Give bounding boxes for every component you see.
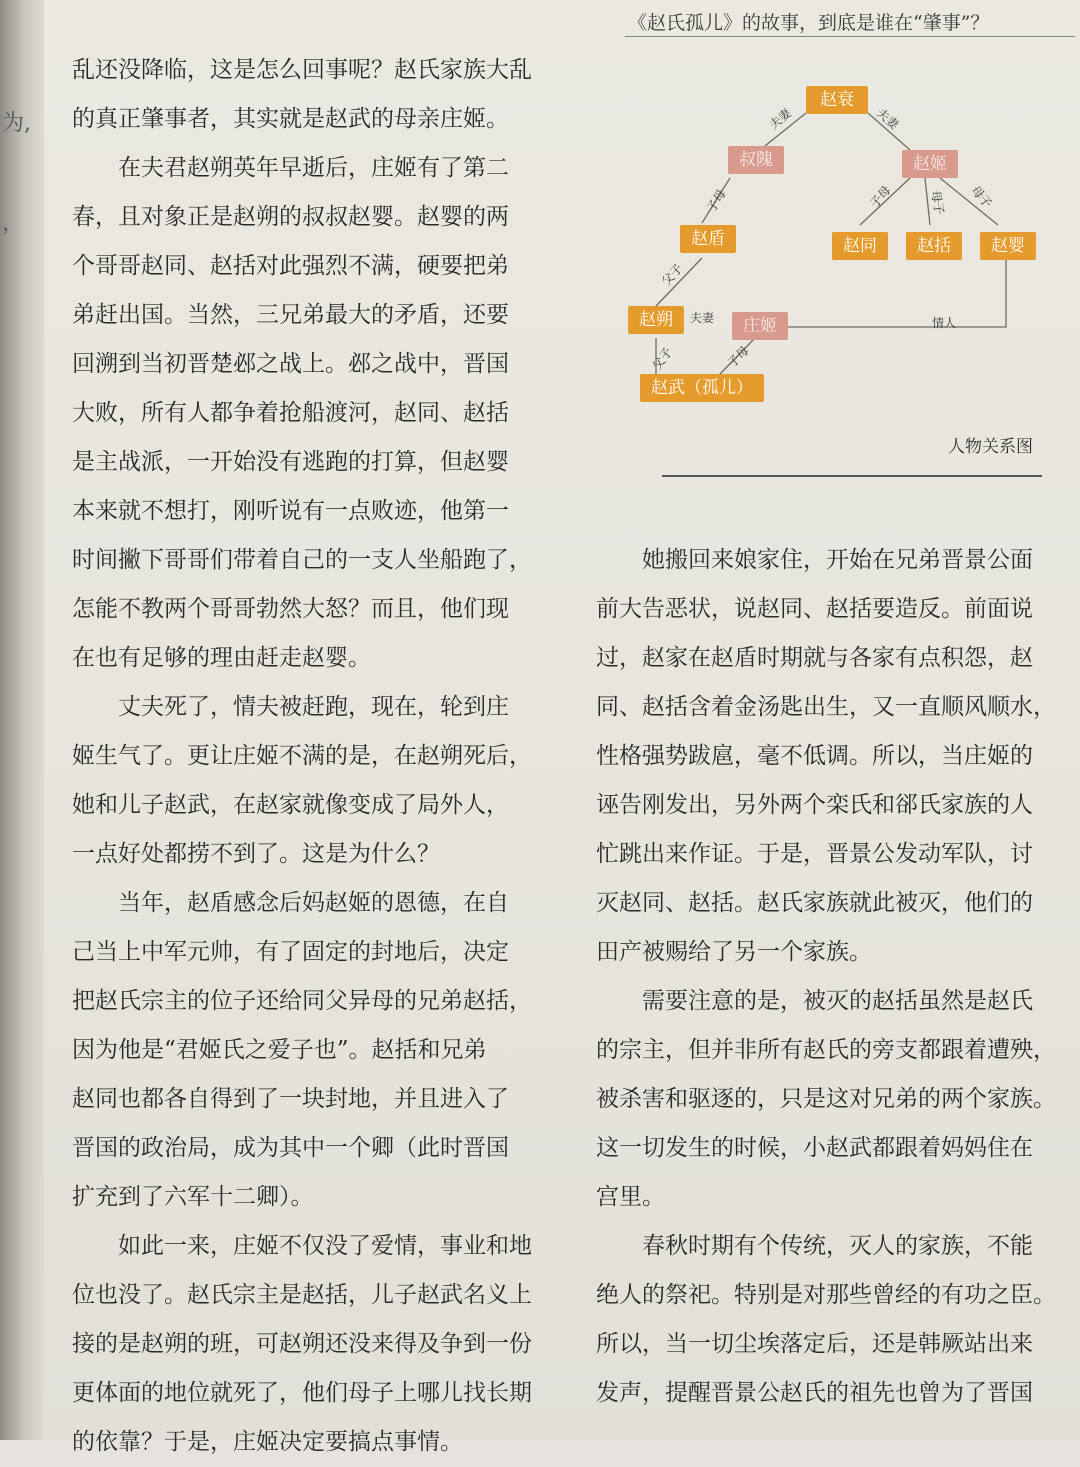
node-zhao-kuo: 赵括 [906,232,962,260]
text-line: 接的是赵朔的班，可赵朔还没来得及争到一份 [72,1331,532,1357]
text-line: 过，赵家在赵盾时期就与各家有点积怨，赵 [596,645,1033,671]
node-zhao-tong: 赵同 [832,232,888,260]
text-line: 田产被赐给了另一个家族。 [596,939,872,965]
text-line: 位也没了。赵氏宗主是赵括，儿子赵武名义上 [72,1282,532,1308]
text-line: 本来就不想打，刚听说有一点败迹，他第一 [72,498,509,524]
edge-label-dun-shuo: 父子 [659,261,686,289]
paragraph [72,683,582,879]
edge-label-ji-kuo: 母子 [928,189,947,216]
text-line: 把赵氏宗主的位子还给同父异母的兄弟赵括， [72,988,532,1014]
running-header: 《赵氏孤儿》的故事，到底是谁在“肇事”？ [628,12,990,34]
text-line: 的真正肇事者，其实就是赵武的母亲庄姬。 [72,106,509,132]
node-zhao-ji: 赵姬 [902,150,958,178]
node-shu-wei: 叔隗 [728,146,784,174]
text-line: 诬告刚发出，另外两个栾氏和郤氏家族的人 [596,792,1033,818]
text-line: 宫里。 [596,1184,665,1210]
text-line: 大败，所有人都争着抢船渡河，赵同、赵括 [72,400,509,426]
edge-label-zhuang-wu: 子母 [724,343,752,371]
text-line: 发声，提醒晋景公赵氏的祖先也曾为了晋国 [596,1380,1033,1406]
text-line: 她搬回来娘家住，开始在兄弟晋景公面 [642,547,1033,573]
edge-label-shuo-zhuang: 夫妻 [690,311,715,325]
text-line: 怎能不教两个哥哥勃然大怒？而且，他们现 [72,596,509,622]
text-line: 晋国的政治局，成为其中一个卿（此时晋国 [72,1135,509,1161]
text-line: 在也有足够的理由赶走赵婴。 [72,645,371,671]
edge-label-ji-ying: 母子 [968,183,995,211]
text-line: 己当上中军元帅，有了固定的封地后，决定 [72,939,509,965]
text-line: 赵同也都各自得到了一块封地，并且进入了 [72,1086,509,1112]
text-line: 春秋时期有个传统，灭人的家族，不能 [642,1233,1033,1259]
text-line: 绝人的祭祀。特别是对那些曾经的有功之臣。 [596,1282,1056,1308]
text-line: 灭赵同、赵括。赵氏家族就此被灭，他们的 [596,890,1033,916]
node-zhao-ying: 赵婴 [980,232,1036,260]
right-text-column [596,536,1070,1418]
margin-mark: 为, [2,111,31,136]
text-line: 同、赵括含着金汤匙出生，又一直顺风顺水， [596,694,1056,720]
text-line: 扩充到了六军十二卿）。 [72,1184,314,1210]
text-line: 在夫君赵朔英年早逝后，庄姬有了第二 [118,155,509,181]
text-line: 前大告恶状，说赵同、赵括要造反。前面说 [596,596,1033,622]
left-text-column [72,46,582,1467]
paragraph [596,977,1070,1222]
text-line: 的宗主，但并非所有赵氏的旁支都跟着遭殃， [596,1037,1056,1063]
text-line: 一点好处都捞不到了。这是为什么？ [72,841,440,867]
node-zhao-dun: 赵盾 [680,225,736,253]
paragraph [72,46,582,144]
adjacent-page-edge [0,0,44,1440]
text-line: 性格强势跋扈，毫不低调。所以，当庄姬的 [596,743,1033,769]
node-zhuang-ji: 庄姬 [732,312,788,340]
text-line: 个哥哥赵同、赵括对此强烈不满，硬要把弟 [72,253,509,279]
header-rule [625,36,1075,37]
text-line: 时间撇下哥哥们带着自己的一支人坐船跑了， [72,547,532,573]
text-line: 被杀害和驱逐的，只是这对兄弟的两个家族。 [596,1086,1056,1112]
text-line: 所以，当一切尘埃落定后，还是韩厥站出来 [596,1331,1033,1357]
text-line: 回溯到当初晋楚邲之战上。邲之战中，晋国 [72,351,509,377]
text-line: 因为他是“君姬氏之爱子也”。赵括和兄弟 [72,1037,487,1063]
text-line: 的依靠？于是，庄姬决定要搞点事情。 [72,1429,463,1455]
text-line: 春，且对象正是赵朔的叔叔赵婴。赵婴的两 [72,204,509,230]
node-zhao-shuo: 赵朔 [628,306,684,334]
text-line: 忙跳出来作证。于是，晋景公发动军队，讨 [596,841,1033,867]
node-zhao-shuai: 赵衰 [806,86,868,114]
text-line: 乱还没降临，这是怎么回事呢？赵氏家族大乱 [72,57,532,83]
text-line: 如此一来，庄姬不仅没了爱情，事业和地 [118,1233,532,1259]
edge-label-shuai-wei: 夫妻 [766,105,795,132]
relationship-diagram [620,80,1050,420]
text-line: 需要注意的是，被灭的赵括虽然是赵氏 [642,988,1033,1014]
text-line: 这一切发生的时候，小赵武都跟着妈妈住在 [596,1135,1033,1161]
paragraph [596,536,1070,977]
text-line: 丈夫死了，情夫被赶跑，现在，轮到庄 [118,694,509,720]
text-line: 弟赶出国。当然，三兄弟最大的矛盾，还要 [72,302,509,328]
caption-rule [662,475,1042,477]
paragraph [72,144,582,683]
diagram-caption: 人物关系图 [948,437,1033,457]
edge-label-shuai-ji: 夫妻 [873,105,902,132]
text-line: 更体面的地位就死了，他们母子上哪儿找长期 [72,1380,532,1406]
text-line: 是主战派，一开始没有逃跑的打算，但赵婴 [72,449,509,475]
paragraph [72,879,582,1222]
edge-label-zhuang-ying: 情人 [932,316,957,330]
edge-label-shuo-wu: 父子 [649,344,676,373]
paragraph [72,1222,582,1467]
edge-zhuang-ying [788,255,1006,327]
paragraph [596,1222,1070,1418]
edge-label-wei-dun: 子母 [704,186,729,215]
edge-label-ji-tong: 子母 [867,183,894,211]
node-zhao-wu: 赵武（孤儿） [640,374,764,402]
text-line: 她和儿子赵武，在赵家就像变成了局外人， [72,792,509,818]
text-line: 当年，赵盾感念后妈赵姬的恩德，在自 [118,890,509,916]
margin-mark: ， [2,211,25,236]
text-line: 姬生气了。更让庄姬不满的是，在赵朔死后， [72,743,532,769]
